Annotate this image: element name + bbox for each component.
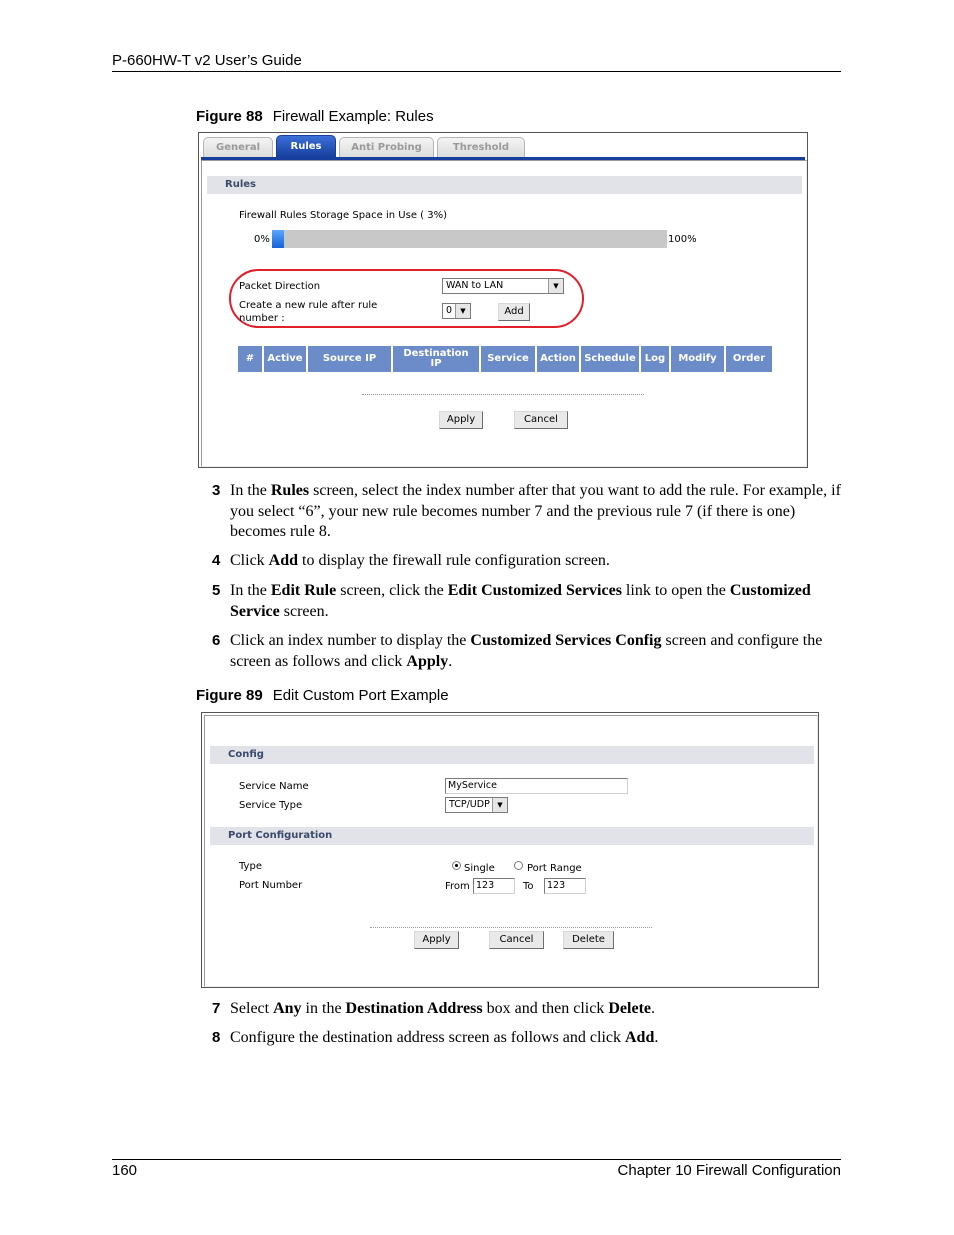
chevron-down-icon: ▼ bbox=[492, 798, 507, 812]
section-title-port-configuration: Port Configuration bbox=[210, 827, 814, 845]
type-label: Type bbox=[239, 861, 262, 872]
step-8 bbox=[212, 1028, 842, 1049]
col-schedule: Schedule bbox=[581, 346, 641, 372]
divider bbox=[362, 394, 644, 395]
divider bbox=[370, 927, 652, 928]
delete-button[interactable]: Delete bbox=[563, 931, 614, 949]
service-type-select[interactable] bbox=[445, 797, 508, 813]
packet-direction-label: Packet Direction bbox=[239, 281, 321, 292]
storage-progress-bar bbox=[272, 230, 667, 248]
step-text: Click an index number to display the Customized Services Config screen and configure the screen as follows and click Apply. bbox=[230, 632, 823, 670]
cancel-button[interactable]: Cancel bbox=[514, 411, 568, 429]
add-button[interactable]: Add bbox=[498, 303, 530, 321]
page-number: 160 bbox=[112, 1162, 138, 1179]
col-index: # bbox=[238, 346, 264, 372]
progress-min-label: 0% bbox=[254, 234, 270, 245]
rules-table-header bbox=[238, 346, 772, 372]
footer-rule bbox=[112, 1159, 841, 1160]
service-name-label: Service Name bbox=[239, 781, 309, 792]
step-text: In the Edit Rule screen, click the Edit Customized Services link to open the Customized Service screen. bbox=[230, 582, 811, 620]
step-number: 7 bbox=[212, 1000, 221, 1017]
to-label: To bbox=[523, 881, 534, 892]
cancel-button[interactable]: Cancel bbox=[489, 931, 544, 949]
storage-label: Firewall Rules Storage Space in Use ( 3%) bbox=[239, 210, 448, 221]
col-service: Service bbox=[481, 346, 537, 372]
service-type-value: TCP/UDP bbox=[449, 799, 490, 810]
chevron-down-icon: ▼ bbox=[455, 304, 470, 318]
page-header-title: P-660HW-T v2 User’s Guide bbox=[112, 52, 302, 69]
figure-88-label: Figure 88 bbox=[196, 108, 263, 125]
radio-port-range-label: Port Range bbox=[527, 863, 582, 874]
figure-89-caption bbox=[196, 687, 449, 704]
packet-direction-select[interactable] bbox=[442, 278, 564, 294]
radio-single[interactable] bbox=[452, 861, 461, 870]
service-type-label: Service Type bbox=[239, 800, 303, 811]
col-active: Active bbox=[264, 346, 308, 372]
header-rule bbox=[112, 71, 841, 72]
section-title-rules: Rules bbox=[207, 176, 802, 194]
apply-button[interactable]: Apply bbox=[414, 931, 459, 949]
step-text: Select Any in the Destination Address box and then click Delete. bbox=[230, 1000, 655, 1017]
step-text: In the Rules screen, select the index number after that you want to add the rule. For example, if you select “6”, your new rule becomes number 7 and the previous rule 7 (if there is one) becomes rule 8. bbox=[230, 482, 841, 540]
figure-89-label: Figure 89 bbox=[196, 687, 263, 704]
step-number: 3 bbox=[212, 482, 221, 499]
col-source-ip: Source IP bbox=[308, 346, 393, 372]
col-destination-ip: Destination IP bbox=[393, 346, 481, 372]
section-title-config: Config bbox=[210, 746, 814, 764]
step-6 bbox=[212, 631, 842, 672]
progress-max-label: 100% bbox=[668, 234, 697, 245]
port-number-label: Port Number bbox=[239, 880, 303, 891]
tab-anti-probing[interactable]: Anti Probing bbox=[339, 137, 434, 157]
rule-number-select[interactable] bbox=[442, 303, 471, 319]
create-rule-label-line1: Create a new rule after rule bbox=[239, 300, 378, 311]
step-number: 6 bbox=[212, 632, 221, 649]
service-name-input[interactable]: MyService bbox=[445, 778, 628, 794]
col-modify: Modify bbox=[671, 346, 726, 372]
step-text: Configure the destination address screen as follows and click Add. bbox=[230, 1029, 659, 1046]
rules-panel bbox=[201, 160, 807, 467]
custom-port-panel bbox=[204, 715, 818, 987]
tab-general[interactable]: General bbox=[203, 137, 273, 157]
rule-number-value: 0 bbox=[446, 305, 453, 316]
step-7 bbox=[212, 999, 842, 1020]
from-label: From bbox=[445, 881, 470, 892]
chevron-down-icon: ▼ bbox=[548, 279, 563, 293]
figure-89-screenshot bbox=[201, 712, 819, 988]
col-action: Action bbox=[537, 346, 581, 372]
step-text: Click Add to display the firewall rule configuration screen. bbox=[230, 552, 610, 569]
step-3 bbox=[212, 481, 842, 543]
apply-button[interactable]: Apply bbox=[439, 411, 483, 429]
col-log: Log bbox=[641, 346, 671, 372]
chapter-title: Chapter 10 Firewall Configuration bbox=[617, 1162, 841, 1179]
from-port-input[interactable]: 123 bbox=[473, 878, 515, 894]
radio-single-label: Single bbox=[464, 863, 495, 874]
tab-rules[interactable]: Rules bbox=[276, 135, 336, 157]
to-port-input[interactable]: 123 bbox=[544, 878, 586, 894]
figure-88-caption bbox=[196, 108, 434, 125]
figure-89-title: Edit Custom Port Example bbox=[272, 687, 449, 704]
create-rule-label-line2: number : bbox=[239, 313, 285, 324]
step-number: 5 bbox=[212, 582, 221, 599]
step-number: 4 bbox=[212, 552, 221, 569]
col-order: Order bbox=[726, 346, 772, 372]
figure-88-screenshot bbox=[198, 132, 808, 468]
step-number: 8 bbox=[212, 1029, 221, 1046]
radio-port-range[interactable] bbox=[514, 861, 523, 870]
figure-88-title: Firewall Example: Rules bbox=[272, 108, 434, 125]
step-4 bbox=[212, 551, 842, 572]
step-5 bbox=[212, 581, 842, 622]
storage-progress-fill bbox=[272, 230, 284, 248]
packet-direction-value: WAN to LAN bbox=[446, 280, 504, 291]
tab-threshold[interactable]: Threshold bbox=[437, 137, 525, 157]
